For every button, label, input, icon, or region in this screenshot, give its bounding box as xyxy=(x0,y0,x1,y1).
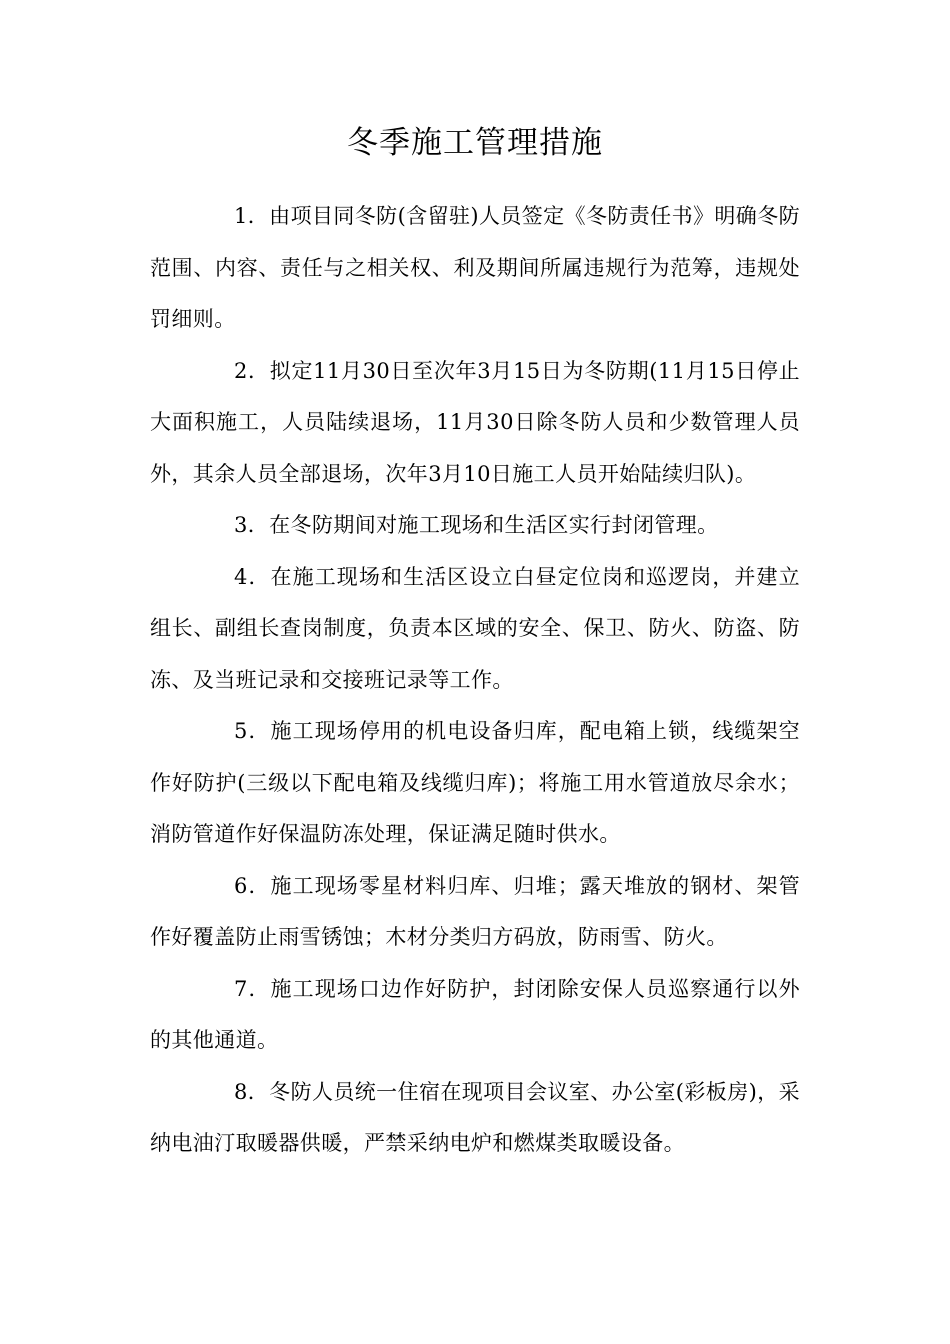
paragraph-1: 1．由项目同冬防(含留驻)人员签定《冬防责任书》明确冬防范围、内容、责任与之相关权、利及期间所属违规行为范筹，违规处罚细则。 xyxy=(150,204,800,331)
paragraph-7: 7．施工现场口边作好防护，封闭除安保人员巡察通行以外的其他通道。 xyxy=(150,976,800,1052)
document-title: 冬季施工管理措施 xyxy=(347,125,603,161)
paragraph-4: 4．在施工现场和生活区设立白昼定位岗和巡逻岗，并建立组长、副组长查岗制度，负责本区域的安全、保卫、防火、防盗、防冻、及当班记录和交接班记录等工作。 xyxy=(150,564,800,692)
paragraph-8: 8．冬防人员统一住宿在现项目会议室、办公室(彩板房)，采纳电油汀取暖器供暖，严禁采纳电炉和燃煤类取暖设备。 xyxy=(150,1079,800,1155)
paragraph-2: 2．拟定11月30日至次年3月15日为冬防期(11月15日停止大面积施工，人员陆续退场，11月30日除冬防人员和少数管理人员外，其余人员全部退场，次年3月10日施工人员开始陆续归队)。 xyxy=(150,358,800,486)
document-body xyxy=(150,191,800,1170)
paragraph-5: 5．施工现场停用的机电设备归库，配电箱上锁，线缆架空作好防护(三级以下配电箱及线缆归库)；将施工用水管道放尽余水；消防管道作好保温防冻处理，保证满足随时供水。 xyxy=(150,719,800,846)
paragraph-3: 3．在冬防期间对施工现场和生活区实行封闭管理。 xyxy=(234,513,719,537)
paragraph-6: 6．施工现场零星材料归库、归堆；露天堆放的钢材、架管作好覆盖防止雨雪锈蚀；木材分类归方码放，防雨雪、防火。 xyxy=(150,873,800,949)
